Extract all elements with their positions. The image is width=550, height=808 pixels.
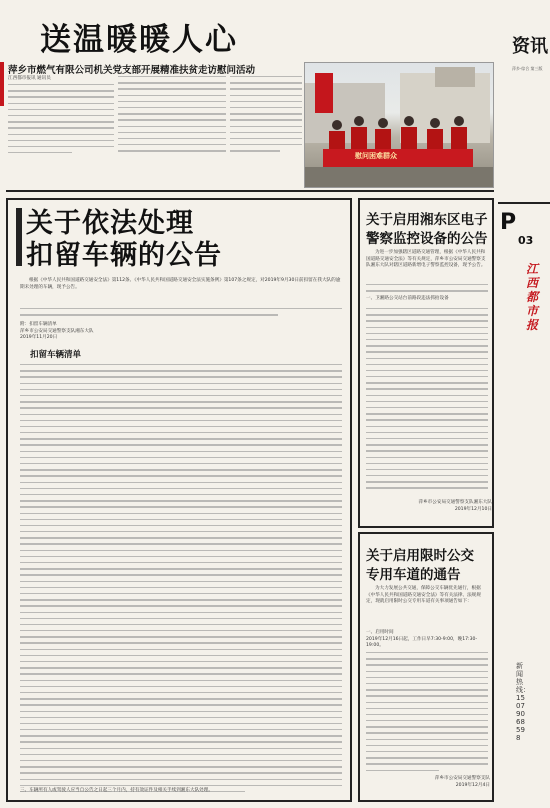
article2-sign [400, 500, 492, 513]
article1-intro [20, 278, 342, 292]
vehicle-list-title: 扣留车辆清单 [30, 350, 82, 360]
article3-org: 萍乡市公安局交通警察支队 [434, 776, 490, 781]
article1-date: 2019年11月20日 [20, 335, 58, 341]
page-headline-area [40, 22, 340, 60]
article2-title-line1: 关于启用湘东区电子 [366, 212, 488, 228]
article2-date: 2019年12月10日 [454, 506, 492, 512]
page-meta: 萍乡·综合 第三版 [512, 66, 543, 71]
article-vehicle-notice [6, 198, 352, 802]
page-letter: P [500, 210, 517, 235]
article2-intro-text: 为进一步加强辖区道路交通管理，根据《中华人民共和国道路交通安全法》等有关规定，萍乡市公安局交通警察支队湘东大队对辖区道路新增电子警察监控设备，现予公告。 [366, 250, 486, 269]
article3-sign [390, 776, 490, 789]
article3-intro-text: 为大力发展公共交通，保障公交车辆优先通行，根据《中华人民共和国道路交通安全法》等有关法律、法规规定，现就启用限时公交专用车道有关事项通告如下： [366, 586, 481, 605]
article2-item-head-text: 一、卫湘路公交站台前路段违法抓拍设备 [366, 296, 449, 301]
article3-items [366, 630, 488, 650]
article1-org: 萍乡市公安局交通警察支队湘东大队 [20, 328, 94, 334]
article1-note [20, 322, 220, 342]
article3-intro [366, 586, 488, 607]
article1-title-line2: 扣留车辆的公告 [26, 240, 222, 271]
article-camera-notice [358, 198, 494, 528]
article3-date: 2019年12月4日 [455, 782, 490, 788]
article3-title-line1: 关于启用限时公交 [366, 548, 474, 564]
brand-logo: 江西都市报 [526, 262, 539, 332]
article3-title-line2: 专用车道的通告 [366, 567, 461, 583]
article2-org: 萍乡市公安局交通警察支队湘东大队 [418, 500, 492, 505]
article1-intro-text: 根据《中华人民共和国道路交通安全法》第112条、《中华人民共和国道路交通安全法实施条例》第107条之规定，对2019年9月30日前扣留在我大队的逾期未处理的车辆，现予公告。 [20, 278, 341, 290]
title-bar [16, 208, 22, 266]
accent-bar [0, 62, 4, 106]
article1-title-line1: 关于依法处理 [26, 208, 194, 239]
headline: 送温暖暖人心 [40, 22, 238, 58]
article3-item1: 一、启用时间 [366, 630, 394, 635]
article2-title-line2: 警察监控设备的公告 [366, 231, 488, 247]
article3-item2: 2019年12月16日起，工作日早7:30-9:00，晚17:30-19:00。 [366, 636, 478, 649]
section-title: 资讯 [512, 36, 548, 57]
article1-note-text: 附：扣留车辆清单 [20, 322, 57, 327]
subhead: 萍乡市燃气有限公司机关党支部开展精准扶贫走访慰问活动 [8, 65, 256, 76]
article-bus-lane-notice [358, 532, 494, 802]
top-article-col1 [8, 76, 118, 83]
article1-closing-text: 三、车辆所有人或驾驶人应当自公告之日起三个月内，持有效证件及相关手续到湘东大队处理。 [20, 788, 213, 793]
section-divider [6, 190, 494, 192]
article2-body [366, 308, 488, 494]
side-rail [498, 22, 550, 808]
footer-hotline: 新闻热线：15079068598 [516, 662, 530, 742]
article3-body [366, 652, 488, 776]
article2-intro [366, 250, 488, 271]
page-number: 03 [518, 234, 534, 247]
photo-banner-text: 慰问困难群众 [355, 152, 397, 160]
byline: 江西都市报讯 通讯员 [8, 76, 51, 81]
article1-closing [20, 788, 342, 795]
rail-divider [498, 202, 550, 204]
vehicle-list-body [20, 364, 342, 797]
article2-item-head [366, 296, 488, 303]
news-photo [304, 62, 494, 188]
